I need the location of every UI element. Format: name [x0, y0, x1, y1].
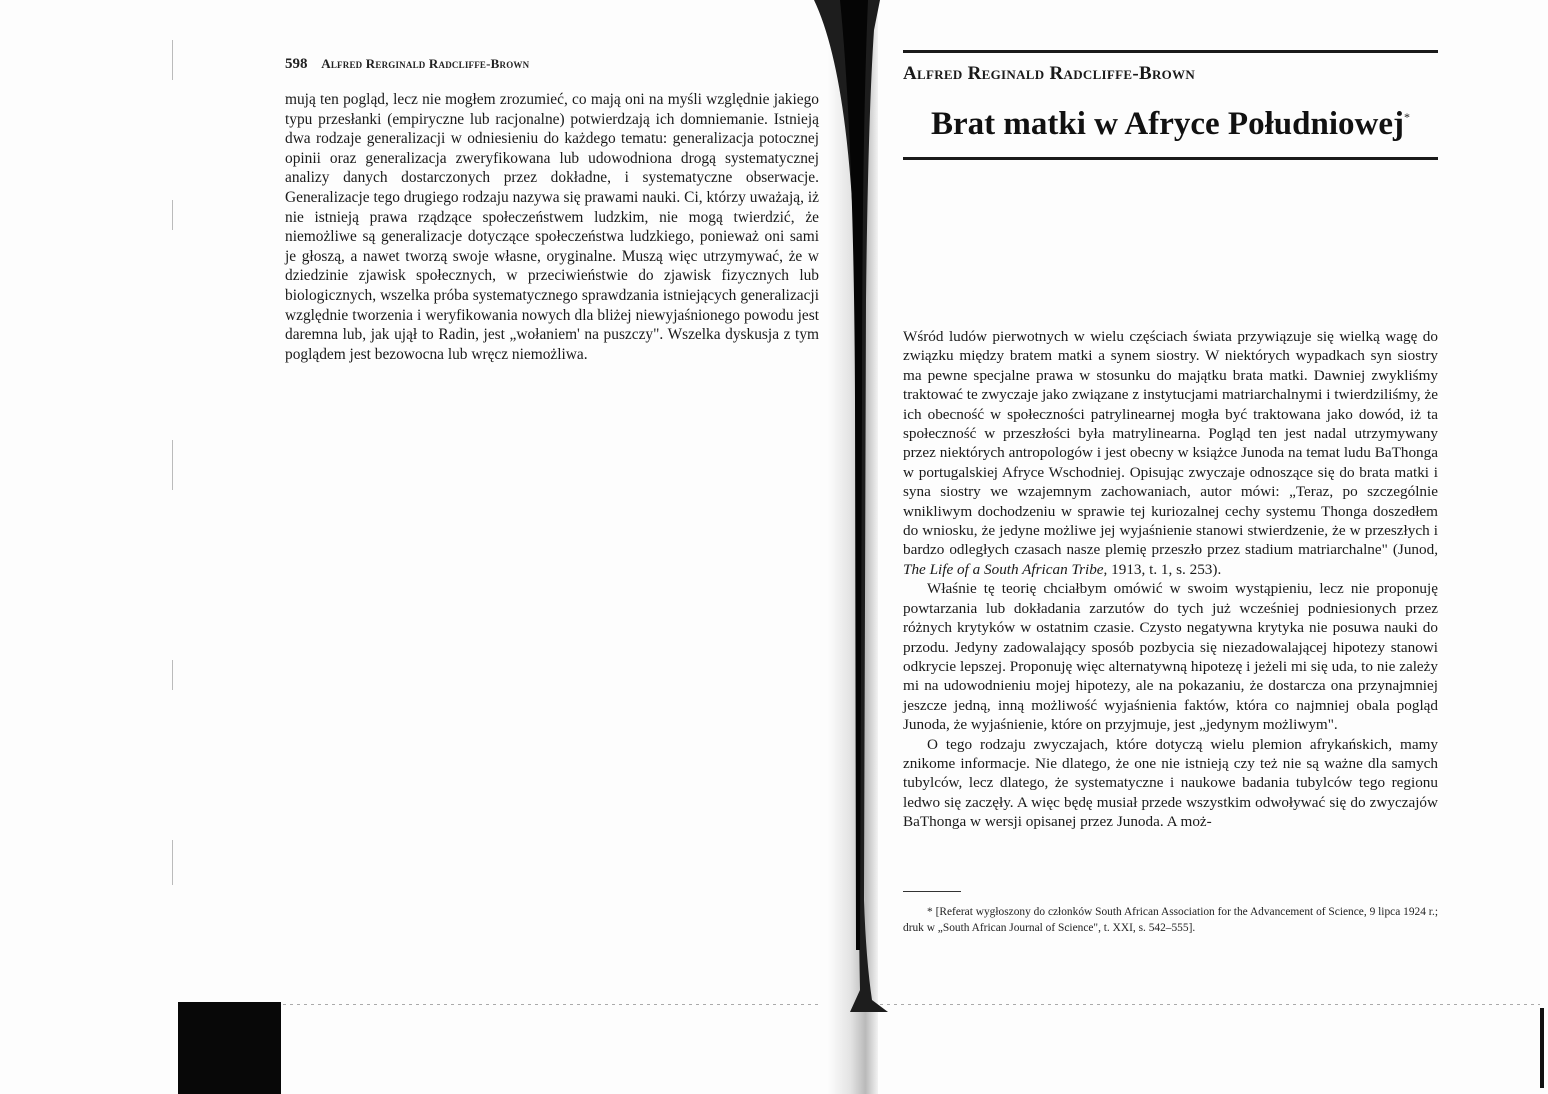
- page-number: 598: [285, 56, 308, 72]
- scan-bottom-edge-right: [880, 1004, 1540, 1005]
- footnote-separator: [903, 891, 961, 892]
- paragraph-3: O tego rodzaju zwyczajach, które dotyczą wielu plemion afrykańskich, mamy znikome informacje. Nie dlatego, że one nie istnieją czy też nie są ważne dla samych tubylców, lecz dlatego, że systematyczne i naukowe badania tubylców tego regionu ledwo się zaczęły. A więc będę musiał przede wszystkim odwoływać się do zwyczajów BaThonga w wersji opisanej przez Junoda. A moż-: [903, 735, 1438, 831]
- left-page-body: mują ten pogląd, lecz nie mogłem zrozumieć, co mają oni na myśli względnie jakiego typu przesłanki (empiryczne lub racjonalne) potwierdzają ich domniemanie. Istnieją dwa rodzaje generalizacji w odniesieniu do każdego tematu: generalizacja potocznej opinii oraz generalizacja zweryfikowana lub udowodniona drogą systematycznej analizy danych dostarczonych przez dokładne, i systematyczne obserwacje. Generalizacje tego drugiego rodzaju nazywa się prawami nauki. Ci, którzy uważają, iż nie istnieją prawa rządzące społeczeństwem ludzkim, nie mogą twierdzić, że niemożliwe są generalizacje dotyczące społeczeństwa ludzkiego, ponieważ oni sami je głoszą, a nawet tworzą swoje własne, oryginalne. Muszą więc utrzymywać, że w dziedzinie zjawisk społecznych, w przeciwieństwie do zjawisk fizycznych lub biologicznych, wszelka próba systematycznego sprawdzania istniejących generalizacji względnie tworzenia i weryfikowania nowych dla bliżej niewyjaśnionego powodu jest daremna lub, jak ujął to Radin, jest „wołaniem' na puszczy". Wszelka dyskusja z tym poglądem jest bezowocna lub wręcz niemożliwa.: [285, 91, 819, 363]
- footnote-text: [Referat wygłoszony do członków South African Association for the Advancement of Science, 9 lipca 1924 r.; druk w „South African Journal of Science", t. XXI, s. 542–555].: [903, 906, 1438, 934]
- title-rule: [903, 157, 1438, 160]
- article-title: [903, 106, 1438, 143]
- article-author: Alfred Reginald Radcliffe-Brown: [903, 63, 1196, 84]
- scan-margin-marks: [172, 40, 174, 960]
- right-page-body: [903, 327, 1438, 832]
- footnote-mark: *: [927, 906, 933, 918]
- scan-black-corner: [178, 1002, 281, 1094]
- paragraph-2: Właśnie tę teorię chciałbym omówić w swoim wystąpieniu, lecz nie proponuję powtarzania lub dokładania zarzutów do tych już wcześniej podniesionych przez różnych krytyków w ostatnim czasie. Czysto negatywna krytyka nie posuwa nauki do przodu. Jedyny zadowalający sposób pozbycia się niezadowalającej hipotezy stanowi odkrycie lepszej. Proponuję więc alternatywną hipotezę i jeżeli mi się uda, to nie zależy mi na udowodnieniu mojej hipotezy, ale na pokazaniu, że dostarcza ona przynajmniej jeszcze jedną, inną możliwość wyjaśnienia faktów, która co najmniej obala pogląd Junoda, że wyjaśnienie, które on przyjmuje, jest „jedynym możliwym".: [903, 580, 1438, 734]
- article-title-text: Brat matki w Afryce Południowej: [931, 106, 1404, 142]
- paragraph-1: Wśród ludów pierwotnych w wielu częściach świata przywiązuje się wielką wagę do związku między bratem matki a synem siostry. W niektórych wypadkach syn siostry ma pewne specjalne prawa w stosunku do majątku brata matki. Dawniej zwykliśmy traktować te zwyczaje jako związane z instytucjami matriarchalnymi i twierdziliśmy, że ich obecność w społeczności patrylinearnej mogła być traktowana jako dowód, iż ta społeczność w przeszłości była matrylinearna. Pogląd ten jest nadal utrzymywany przez niektórych antropologów i jest obecny w książce Junoda na temat ludu BaThonga w portugalskiej Afryce Wschodniej. Opisując zwyczaje odnoszące się do brata matki i syna siostry we wzajemnym zachowaniach, autor mówi: „Teraz, po szczególnie wnikliwym dochodzeniu w sprawie tej kuriozalnej cechy systemu Thonga doszedłem do wniosku, że jedyne możliwe jej wyjaśnienie stanowi stwierdzenie, że w przeszłych i bardzo odległych czasach nasze plemię przeszło przez stadium matriarchalne" (Junod, The Life of a South African Tribe, 1913, t. 1, s. 253).: [903, 328, 1438, 578]
- running-head-author: Alfred Rerginald Radcliffe-Brown: [321, 56, 530, 71]
- scan-edge-bar: [1540, 1008, 1544, 1088]
- title-footnote-mark: *: [1403, 110, 1410, 124]
- footnote: [903, 905, 1438, 936]
- top-rule: [903, 50, 1438, 53]
- left-running-head: [285, 56, 529, 73]
- book-title-italic: The Life of a South African Tribe: [903, 560, 1104, 578]
